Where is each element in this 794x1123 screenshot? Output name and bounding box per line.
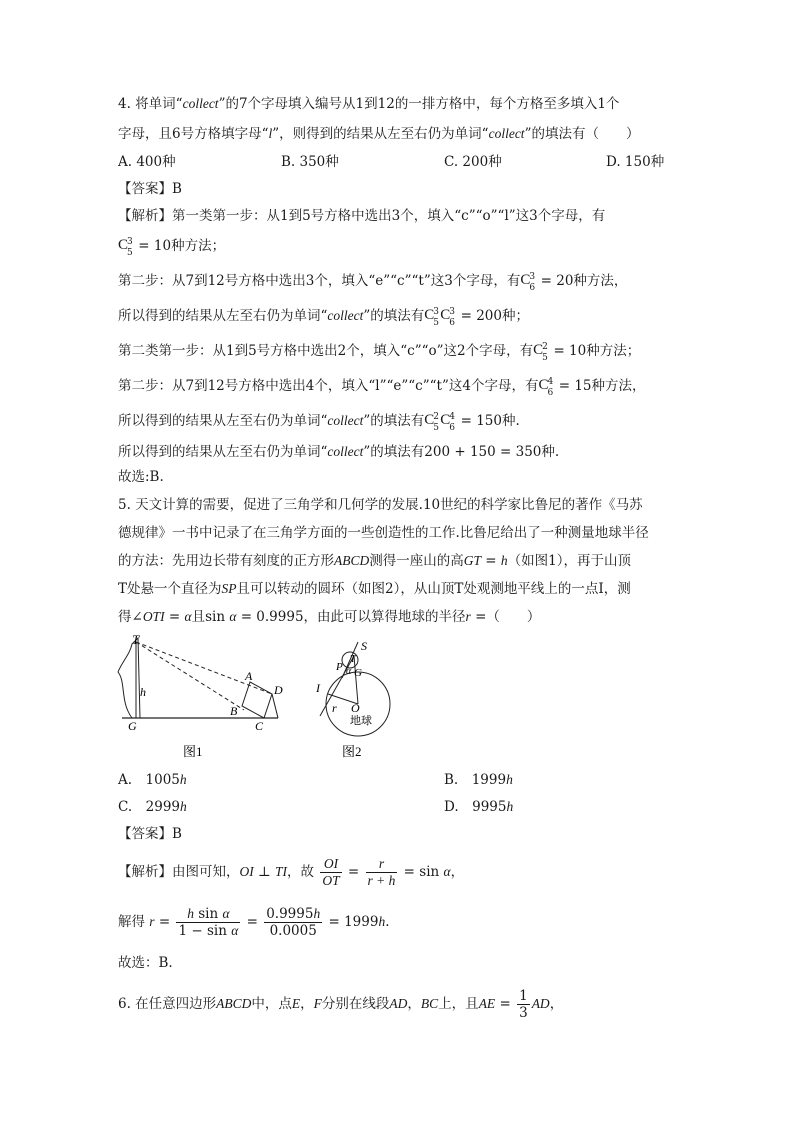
q4-analysis-5: 第二类第一步：从1到5号方格中选出2个，填入“c”“o”这2个字母，有 C 2 5 = 10种方法；	[118, 342, 641, 363]
fig1-label-b: B	[230, 704, 238, 718]
q4-conclusion: 故选:B.	[118, 469, 164, 485]
q4-analysis-1: 【解析】第一类第一步：从1到5号方格中选出3个，填入“c”“o”“l”这3个字母，有	[118, 208, 606, 224]
q4-answer: 【答案】B	[118, 181, 182, 197]
fig2-label-i: I	[316, 681, 320, 695]
figure-2	[306, 632, 396, 762]
fig1-caption: 图1	[183, 744, 203, 759]
q5-conclusion: 故选：B.	[118, 955, 173, 971]
fig2-label-o: O	[351, 701, 360, 715]
fig2-label-t: T	[350, 654, 356, 665]
fig1-label-a: A	[245, 669, 253, 683]
q5-option-a: A. 1005h	[118, 772, 187, 788]
q4-analysis-2: C 3 5 = 10种方法；	[118, 237, 226, 258]
sight-line-b	[136, 642, 244, 710]
fig1-label-g: G	[128, 719, 137, 733]
q5-line1: 5. 天文计算的需要，促进了三角学和几何学的发展.10世纪的科学家比鲁尼的著作《马苏	[118, 497, 643, 513]
q5-line2: 德规律》一书中记录了在三角学方面的一些创造性的工作.比鲁尼给出了一种测量地球半径	[118, 525, 649, 541]
q4-line2: 字母，且6号方格填字母“l”，则得到的结果从左至右仍为单词“collect”的填法有（ ）	[118, 126, 640, 142]
q4-analysis-7: 所以得到的结果从左至右仍为单词“collect”的填法有 C 2 5 C 4 6 = 150种.	[118, 412, 520, 433]
fig2-label-s: S	[361, 639, 367, 653]
fig2-label-r: r	[332, 701, 337, 715]
q5-line5: 得∠OTI = α且sin α = 0.9995，由此可以算得地球的半径r =（ ）	[118, 609, 541, 625]
figure-1	[112, 632, 292, 762]
fig1-label-h: h	[140, 685, 146, 699]
q4-option-d: D. 150种	[606, 154, 665, 170]
q5-analysis-1: 【解析】由图可知，OI ⊥ TI，故 $\frac{OI}{OT}$ = $\frac{r}{r + h}$ = sin α，	[118, 856, 465, 888]
sight-line-d	[136, 642, 272, 694]
fig2-label-g: G	[354, 667, 362, 679]
fig1-label-c: C	[255, 719, 264, 733]
fig1-label-t: T	[132, 632, 140, 647]
q5-option-b: B. 1999h	[444, 772, 513, 788]
q4-option-c: C. 200种	[444, 154, 502, 170]
q5-line4: T处悬一个直径为SP且可以转动的圆环（如图2），从山顶T处观测地平线上的一点I，测	[118, 581, 631, 597]
fig2-label-alpha: α	[346, 666, 352, 677]
q5-analysis-2: 解得 r = $\frac{\text{h sin α}}{\text{1 − sin α}}$ = $\frac{0.9995h}{0.0005}$ = 1999h.	[118, 906, 390, 939]
fig2-label-earth: 地球	[350, 715, 372, 727]
q5-line3: 的方法：先用边长带有刻度的正方形ABCD测得一座山的高GT = h（如图1），再于山顶	[118, 553, 632, 569]
q4-analysis-4: 所以得到的结果从左至右仍为单词“collect”的填法有 C 3 5 C 3 6 = 200种；	[118, 307, 529, 328]
q4-analysis-6: 第二步：从7到12号方格中选出4个，填入“l”“e”“c”“t”这4个字母，有 C 4 6 = 15种方法，	[118, 377, 646, 398]
q5-option-d: D. 9995h	[444, 799, 514, 815]
fig2-label-p: P	[336, 661, 343, 673]
fig1-label-d: D	[274, 683, 283, 697]
fig2-caption: 图2	[342, 744, 362, 759]
mountain-shape	[118, 638, 140, 718]
square-abcd	[242, 682, 272, 718]
q5-option-c: C. 2999h	[118, 799, 187, 815]
q4-analysis-3: 第二步：从7到12号方格中选出3个，填入“e”“c”“t”这3个字母，有 C 3 6 = 20种方法，	[118, 272, 628, 293]
q4-option-b: B. 350种	[281, 154, 339, 170]
q5-answer: 【答案】B	[118, 826, 182, 842]
q4-line1: 4. 将单词“collect”的7个字母填入编号从1到12的一排方格中，每个方格至多填入1个	[118, 96, 620, 112]
q4-option-a: A. 400种	[118, 154, 176, 170]
q6-line1: 6. 在任意四边形ABCD中，点E，F分别在线段AD，BC上，且AE = $\frac{1}{3}$ AD，	[118, 988, 564, 1021]
q4-analysis-8: 所以得到的结果从左至右仍为单词“collect”的填法有200 + 150 = 350种.	[118, 444, 560, 460]
